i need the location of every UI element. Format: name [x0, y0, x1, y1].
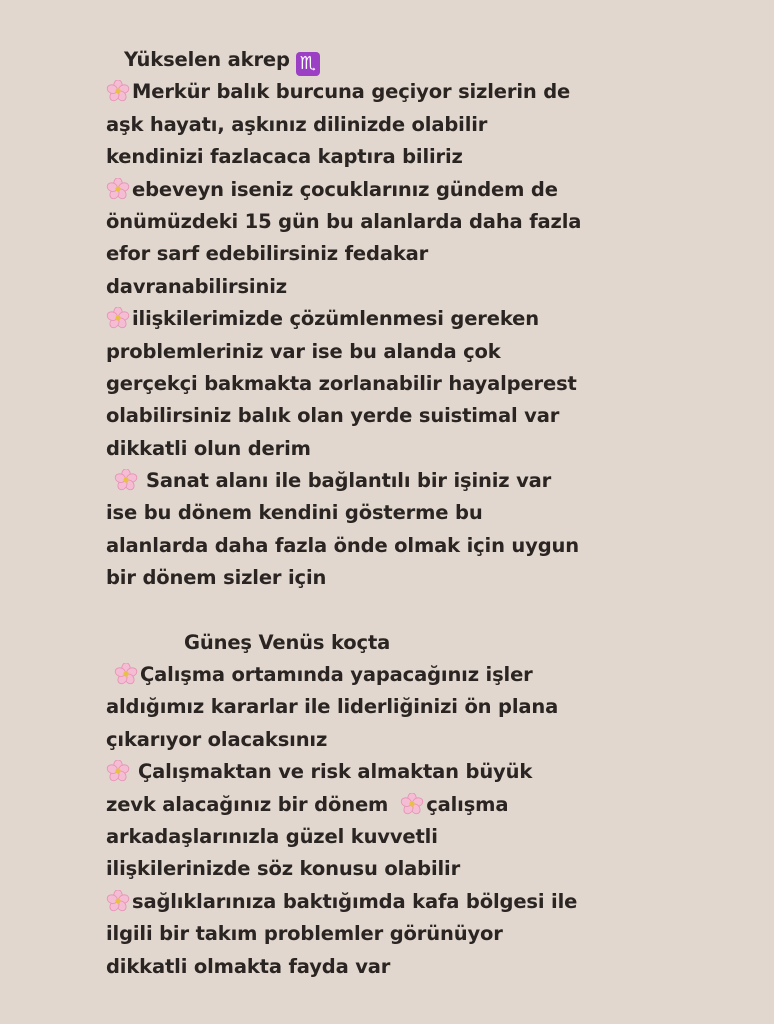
text-line — [106, 659, 666, 691]
section2-paragraph-1 — [106, 659, 666, 756]
section2-paragraph-2 — [106, 756, 666, 886]
text-line — [106, 174, 666, 206]
note-body — [106, 44, 666, 983]
cherry-blossom-icon — [106, 178, 130, 200]
section1-paragraph-1 — [106, 76, 666, 173]
text-line: gerçekçi bakmakta zorlanabilir hayalperest — [106, 371, 577, 395]
text-line: dikkatli olmakta fayda var — [106, 954, 391, 978]
text-span: Çalışmaktan ve risk almaktan büyük — [138, 760, 533, 784]
text-line: dikkatli olun derim — [106, 436, 311, 460]
text-line: bir dönem sizler için — [106, 566, 327, 590]
section1-paragraph-2 — [106, 174, 666, 304]
text-line: aldığımız kararlar ile liderliğinizi ön plana — [106, 695, 559, 719]
text-line: kendinizi fazlacaca kaptıra biliriz — [106, 145, 463, 169]
text-span: sağlıklarınıza baktığımda kafa bölgesi ile — [132, 889, 578, 913]
text-line: önümüzdeki 15 gün bu alanlarda daha fazla — [106, 209, 582, 233]
section1-title: Yükselen akrep — [124, 48, 290, 71]
text-span: çalışma — [426, 792, 509, 816]
text-line: aşk hayatı, aşkınız dilinizde olabilir — [106, 112, 488, 136]
text-span: ilişkilerimizde çözümlenmesi gereken — [132, 307, 539, 331]
text-line — [106, 886, 666, 918]
text-span: Merkür balık burcuna geçiyor sizlerin de — [132, 80, 571, 104]
text-line: ilişkilerinizde söz konusu olabilir — [106, 857, 461, 881]
scorpio-icon: ♏ — [296, 52, 320, 76]
cherry-blossom-icon — [106, 760, 130, 782]
cherry-blossom-icon — [114, 663, 138, 685]
text-line — [106, 465, 666, 497]
text-line: olabilirsiniz balık olan yerde suistimal var — [106, 404, 560, 428]
text-line: çıkarıyor olacaksınız — [106, 727, 328, 751]
cherry-blossom-icon — [106, 80, 130, 102]
text-line: ilgili bir takım problemler görünüyor — [106, 922, 503, 946]
cherry-blossom-icon — [114, 469, 138, 491]
text-line: arkadaşlarınızla güzel kuvvetli — [106, 824, 438, 848]
text-line — [106, 756, 666, 788]
section1-paragraph-4 — [106, 465, 666, 595]
section2-title: Güneş Venüs koçta — [184, 630, 391, 654]
text-line: problemleriniz var ise bu alanda çok — [106, 339, 501, 363]
text-line — [106, 76, 666, 108]
text-span: zevk alacağınız bir dönem — [106, 792, 389, 816]
cherry-blossom-icon — [106, 890, 130, 912]
cherry-blossom-icon — [400, 793, 424, 815]
text-line: efor sarf edebilirsiniz fedakar — [106, 242, 429, 266]
text-span: ebeveyn iseniz çocuklarınız gündem de — [132, 177, 558, 201]
text-span: Çalışma ortamında yapacağınız işler — [140, 663, 533, 687]
cherry-blossom-icon — [106, 307, 130, 329]
text-line: alanlarda daha fazla önde olmak için uygun — [106, 533, 580, 557]
text-line: davranabilirsiniz — [106, 274, 287, 298]
text-line — [106, 789, 666, 821]
text-span: Sanat alanı ile bağlantılı bir işiniz var — [146, 469, 552, 493]
section1-title-line — [106, 44, 666, 76]
section1-paragraph-3 — [106, 303, 666, 465]
section2-paragraph-3 — [106, 886, 666, 983]
text-line: ise bu dönem kendini gösterme bu — [106, 501, 483, 525]
text-line — [106, 303, 666, 335]
